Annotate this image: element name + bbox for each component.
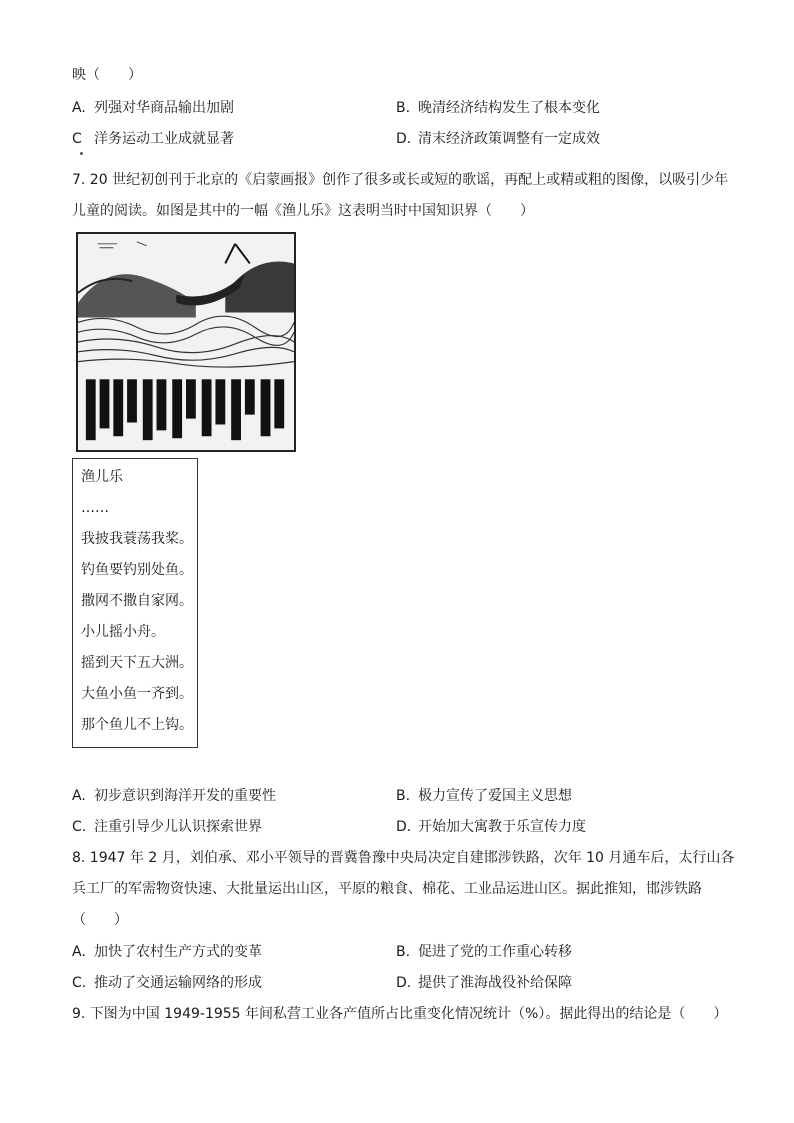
q9-stem-line1: 9. 下图为中国 1949-1955 年间私营工业各产值所占比重变化情况统计（%）。据此得出的结论是（ ） <box>72 1006 728 1022</box>
poem-line: 我披我蓑荡我桨。 <box>81 531 193 547</box>
option-text: 注重引导少儿认识探索世界 <box>94 819 262 835</box>
q7-option-a[interactable] <box>72 786 276 806</box>
option-text: 提供了淮海战役补给保障 <box>418 975 572 991</box>
q8-stem-line2: 兵工厂的军需物资快速、大批量运出山区，平原的粮食、棉花、工业品运进山区。据此推知，邯涉铁路 <box>72 881 702 897</box>
poem-line: 大鱼小鱼一齐到。 <box>81 686 193 702</box>
option-text: 清末经济政策调整有一定成效 <box>418 131 600 147</box>
q7-option-b[interactable] <box>396 786 572 806</box>
poem-line: 钓鱼要钓别处鱼。 <box>81 562 193 578</box>
poem-line: 撒网不撒自家网。 <box>81 593 193 609</box>
yuerle-woodcut-image <box>76 232 296 452</box>
q8-stem-line1: 8. 1947 年 2 月，刘伯承、邓小平领导的晋冀鲁豫中央局决定自建邯涉铁路，次年 10 月通车后，太行山各 <box>72 850 735 866</box>
poem-line: 那个鱼儿不上钩。 <box>81 717 193 733</box>
stray-dot <box>80 152 83 155</box>
poem-title: 渔儿乐 <box>81 469 123 485</box>
option-text: 开始加大寓教于乐宣传力度 <box>418 819 586 835</box>
poem-line: …… <box>81 500 109 516</box>
q7-stem-line2: 儿童的阅读。如图是其中的一幅《渔儿乐》这表明当时中国知识界（ ） <box>72 203 534 219</box>
option-letter: C. <box>72 975 87 991</box>
q6-stem-tail: 映（ ） <box>72 67 142 83</box>
q6-option-b[interactable] <box>396 98 600 118</box>
option-text: 洋务运动工业成就显著 <box>94 131 234 147</box>
q6-option-c[interactable] <box>72 129 234 149</box>
option-letter: B. <box>396 944 411 960</box>
q8-option-d[interactable] <box>396 973 572 993</box>
option-text: 极力宣传了爱国主义思想 <box>418 788 572 804</box>
q8-option-a[interactable] <box>72 942 262 962</box>
poem-line: 小儿摇小舟。 <box>81 624 165 640</box>
q8-option-c[interactable] <box>72 973 262 993</box>
option-letter: A. <box>72 944 86 960</box>
q6-option-a[interactable] <box>72 98 234 118</box>
option-letter: B. <box>396 100 411 116</box>
q7-stem-line1: 7. 20 世纪初创刊于北京的《启蒙画报》创作了很多或长或短的歌谣，再配上或精或粗的图像，以吸引少年 <box>72 172 729 188</box>
q7-option-c[interactable] <box>72 817 262 837</box>
option-letter: D. <box>396 975 412 991</box>
option-text: 初步意识到海洋开发的重要性 <box>94 788 276 804</box>
option-letter: D. <box>396 819 412 835</box>
option-text: 晚清经济结构发生了根本变化 <box>418 100 600 116</box>
q7-option-d[interactable] <box>396 817 586 837</box>
option-text: 促进了党的工作重心转移 <box>418 944 572 960</box>
q8-option-b[interactable] <box>396 942 572 962</box>
option-letter: C. <box>72 819 87 835</box>
q6-option-d[interactable] <box>396 129 600 149</box>
option-text: 加快了农村生产方式的变革 <box>94 944 262 960</box>
option-letter: D. <box>396 131 412 147</box>
option-text: 推动了交通运输网络的形成 <box>94 975 262 991</box>
option-letter: A. <box>72 788 86 804</box>
option-letter: C <box>72 131 82 147</box>
poem-box <box>72 458 198 748</box>
option-letter: A. <box>72 100 86 116</box>
option-letter: B. <box>396 788 411 804</box>
woodcut-illustration <box>78 234 294 450</box>
poem-line: 摇到天下五大洲。 <box>81 655 193 671</box>
q8-stem-line3: （ ） <box>72 912 128 928</box>
option-text: 列强对华商品输出加剧 <box>94 100 234 116</box>
